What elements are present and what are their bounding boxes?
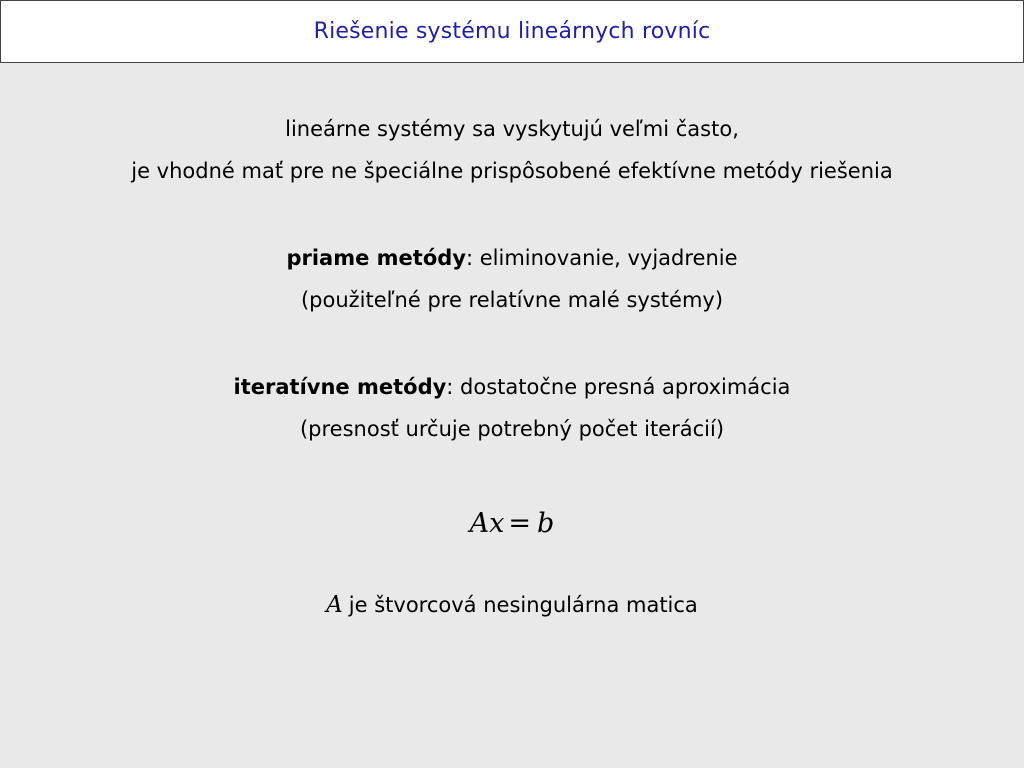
direct-methods-line: [0, 244, 1024, 272]
slide-title-bar: [0, 0, 1024, 63]
equation-operator: =: [508, 508, 532, 539]
matrix-description: [0, 590, 1024, 620]
iterative-methods-note: (presnosť určuje potrebný počet iterácií): [299, 417, 725, 441]
direct-methods-note: (použiteľné pre relatívne malé systémy): [300, 288, 724, 312]
equation-rhs: b: [537, 508, 555, 539]
linear-system-equation: [0, 506, 1024, 542]
direct-methods-term: priame metódy: [286, 246, 466, 270]
matrix-description-text: je štvorcová nesingulárna matica: [348, 593, 698, 617]
slide-title: Riešenie systému lineárnych rovníc: [313, 19, 711, 44]
matrix-symbol: A: [326, 592, 343, 618]
iterative-methods-term: iteratívne metódy: [233, 375, 447, 399]
direct-methods-description: : eliminovanie, vyjadrenie: [465, 246, 738, 270]
equation-lhs: Ax: [469, 508, 505, 539]
iterative-methods-line: [0, 373, 1024, 401]
iterative-methods-description: : dostatočne presná aproximácia: [446, 375, 791, 399]
intro-line-1: lineárne systémy sa vyskytujú veľmi často,: [285, 117, 739, 141]
intro-line-2: je vhodné mať pre ne špeciálne prispôsobené efektívne metódy riešenia: [131, 159, 893, 183]
